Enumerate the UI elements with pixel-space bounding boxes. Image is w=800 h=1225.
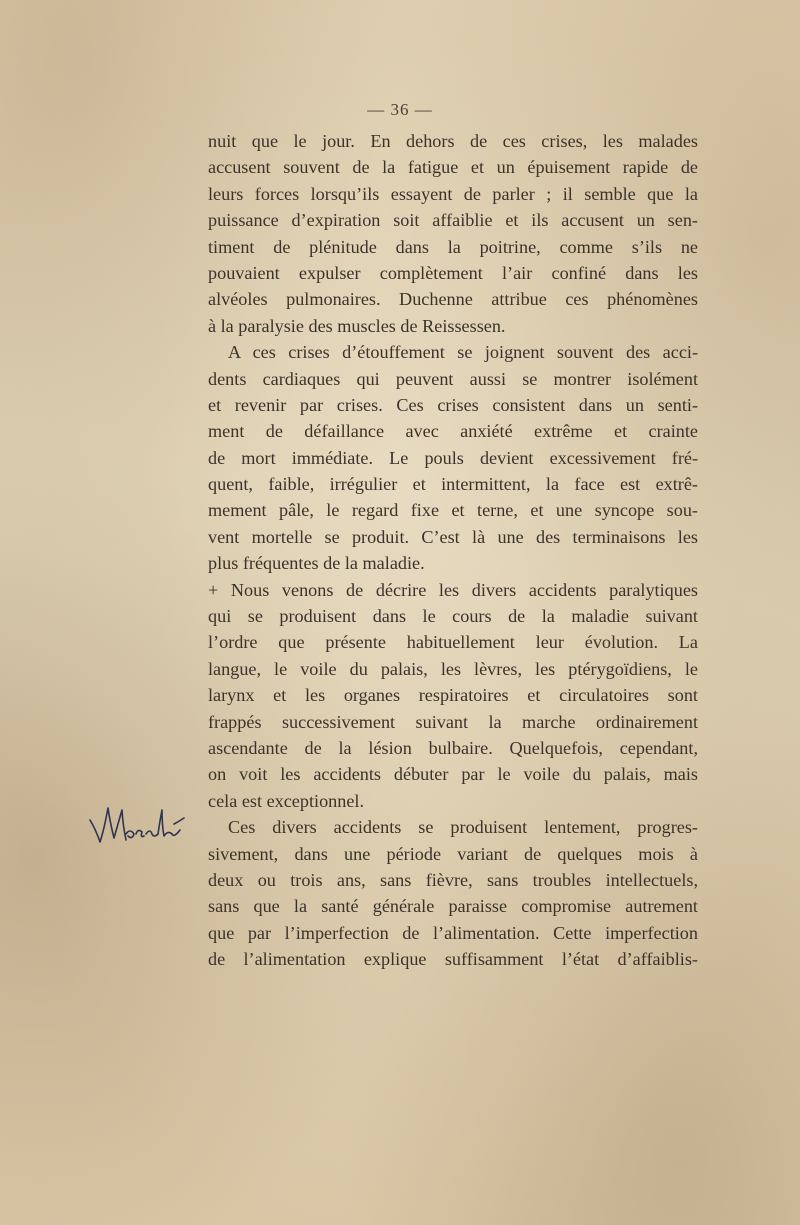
text-line: ment de défaillance avec anxiété extrême et crainte — [208, 421, 698, 442]
text-line: cela est exceptionnel. — [208, 790, 365, 811]
text-line: leurs forces lorsqu’ils essayent de parler ; il semble que la — [208, 183, 698, 204]
text-line: puissance d’expiration soit affaiblie et ils accusent un sen- — [208, 210, 698, 231]
text-line: deux ou trois ans, sans fièvre, sans troubles intellectuels, — [208, 869, 698, 890]
text-line: vent mortelle se produit. C’est là une des terminaisons les — [208, 526, 698, 547]
text-line: quent, faible, irrégulier et intermittent, la face est extrê- — [208, 474, 698, 495]
text-line: à la paralysie des muscles de Reissessen. — [208, 315, 506, 336]
text-line: Ces divers accidents se produisent lentement, progres- — [228, 817, 698, 838]
text-line: A ces crises d’étouffement se joignent souvent des acci- — [228, 342, 698, 363]
text-line: frappés successivement suivant la marche ordinairement — [208, 711, 698, 732]
text-line: sans que la santé générale paraisse compromise autrement — [208, 896, 698, 917]
text-line: accusent souvent de la fatigue et un épuisement rapide de — [208, 157, 698, 178]
text-line: timent de plénitude dans la poitrine, comme s’ils ne — [208, 236, 698, 257]
text-line: de mort immédiate. Le pouls devient excessivement fré- — [208, 447, 698, 468]
text-line: + Nous venons de décrire les divers accidents paralytiques — [208, 579, 698, 600]
text-line: qui se produisent dans le cours de la maladie suivant — [208, 606, 698, 627]
text-line: sivement, dans une période variant de quelques mois à — [208, 843, 698, 864]
text-line: dents cardiaques qui peuvent aussi se montrer isolément — [208, 368, 698, 389]
text-line: langue, le voile du palais, les lèvres, les ptérygoïdiens, le — [208, 658, 698, 679]
text-line: on voit les accidents débuter par le voile du palais, mais — [208, 764, 698, 785]
text-line: ascendante de la lésion bulbaire. Quelquefois, cependant, — [208, 737, 698, 758]
text-line: de l’alimentation explique suffisamment l’état d’affaiblis- — [208, 949, 698, 970]
text-line: plus fréquentes de la maladie. — [208, 553, 425, 574]
body-text — [208, 128, 698, 973]
text-line: pouvaient expulser complètement l’air confiné dans les — [208, 262, 698, 283]
handwritten-signature — [88, 800, 188, 850]
text-line: que par l’imperfection de l’alimentation. Cette imperfection — [208, 922, 698, 943]
text-line: mement pâle, le regard fixe et terne, et une syncope sou- — [208, 500, 698, 521]
page-number: — 36 — — [367, 100, 433, 119]
text-line: l’ordre que présente habituellement leur évolution. La — [208, 632, 698, 653]
text-line: alvéoles pulmonaires. Duchenne attribue ces phénomènes — [208, 289, 698, 310]
text-line: nuit que le jour. En dehors de ces crises, les malades — [208, 131, 698, 151]
text-line: larynx et les organes respiratoires et circulatoires sont — [208, 685, 698, 706]
text-line: et revenir par crises. Ces crises consistent dans un senti- — [208, 394, 698, 415]
